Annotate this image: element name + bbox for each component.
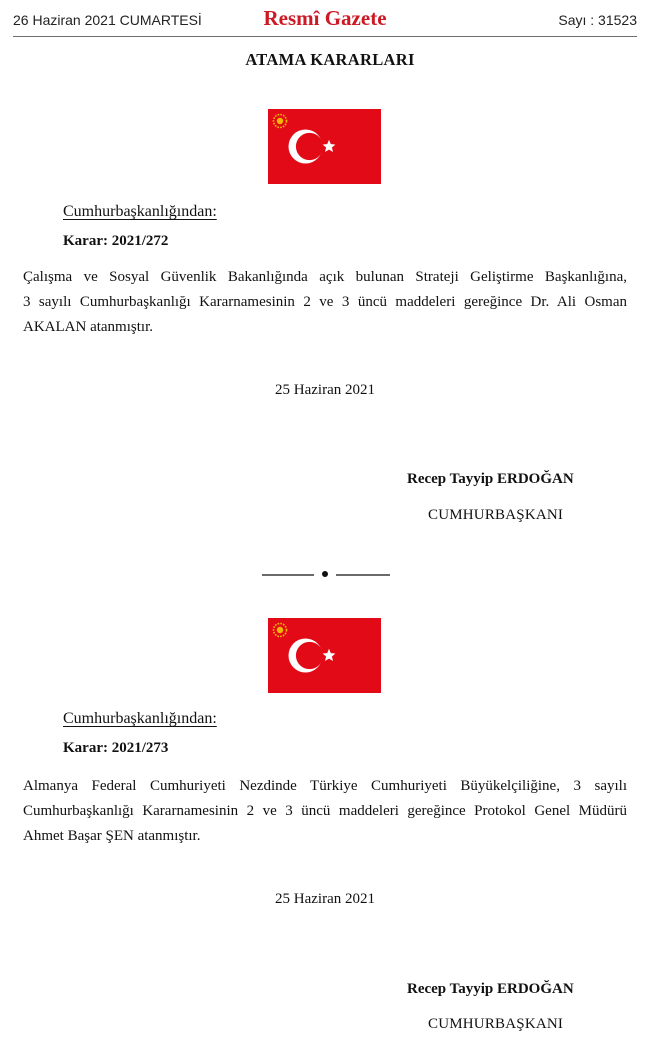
page-title: ATAMA KARARLARI xyxy=(245,50,415,69)
issue-number: Sayı : 31523 xyxy=(558,12,637,28)
gazette-title: Resmî Gazete xyxy=(263,6,387,30)
text-line: Almanya Federal Cumhuriyeti Nezdinde Türkiye Cumhuriyeti Büyükelçiliğine, 3 sayılı xyxy=(23,778,627,794)
header-date: 26 Haziran 2021 CUMARTESİ xyxy=(13,12,202,28)
text-line: 3 sayılı Cumhurbaşkanlığı Kararnamesinin 2 ve 3 üncü maddeleri gereğince Dr. Ali Osman xyxy=(23,294,627,310)
decision-number: Karar: 2021/273 xyxy=(63,740,169,756)
decision-text xyxy=(23,774,627,849)
signer-name: Recep Tayyip ERDOĞAN xyxy=(407,981,574,997)
section-divider xyxy=(262,567,390,579)
decision-date: 25 Haziran 2021 xyxy=(275,382,375,398)
gazette-header xyxy=(13,6,637,37)
signer-name: Recep Tayyip ERDOĞAN xyxy=(407,471,574,487)
signer-title: CUMHURBAŞKANI xyxy=(428,1016,564,1032)
issuer-label: Cumhurbaşkanlığından: xyxy=(63,203,217,220)
text-line: AKALAN atanmıştır. xyxy=(23,319,153,335)
presidential-flag-icon xyxy=(268,109,381,184)
decision-date: 25 Haziran 2021 xyxy=(275,891,375,907)
presidential-flag-icon xyxy=(268,618,381,693)
decision-text xyxy=(23,265,627,340)
text-line: Ahmet Başar ŞEN atanmıştır. xyxy=(23,828,201,844)
text-line: Çalışma ve Sosyal Güvenlik Bakanlığında açık bulunan Strateji Geliştirme Başkanlığına, xyxy=(23,269,627,285)
signer-title: CUMHURBAŞKANI xyxy=(428,507,564,523)
decision-number: Karar: 2021/272 xyxy=(63,233,169,249)
text-line: Cumhurbaşkanlığı Kararnamesinin 2 ve 3 üncü maddeleri gereğince Protokol Genel Müdürü xyxy=(23,803,627,819)
issuer-label: Cumhurbaşkanlığından: xyxy=(63,710,217,727)
